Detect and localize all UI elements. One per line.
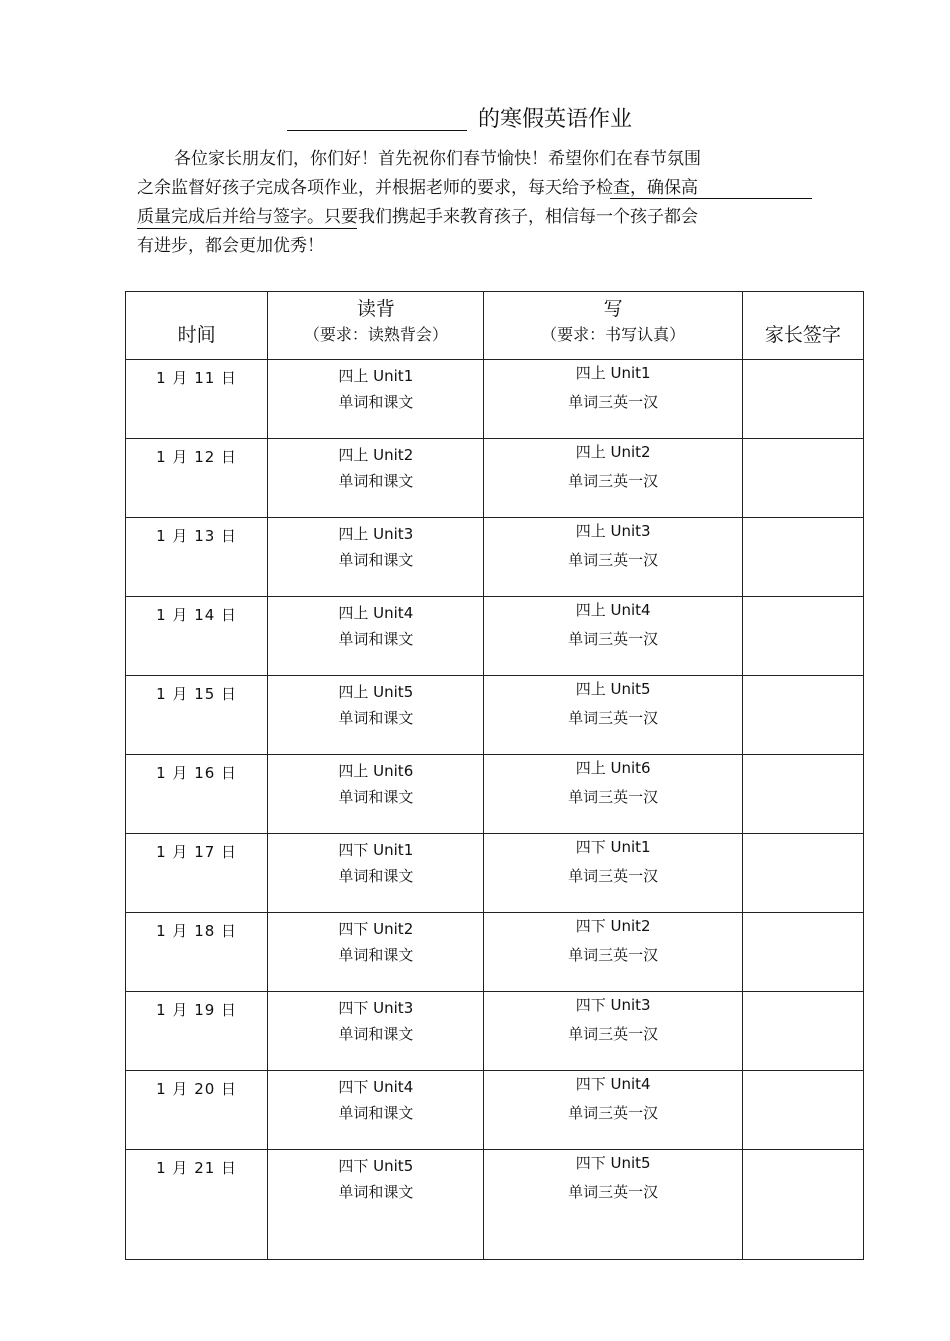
row-write-unit: 四下 Unit3 (575, 996, 651, 1014)
intro-underline-1 (610, 198, 812, 199)
row-read-task: 单词和课文 (338, 551, 414, 569)
row-read-unit: 四上 Unit1 (338, 367, 414, 385)
row-read-task: 单词和课文 (338, 393, 414, 411)
row-read-unit: 四上 Unit2 (338, 446, 414, 464)
read-cell (268, 755, 484, 834)
row-write-task: 单词三英一汉 (568, 867, 659, 885)
row-read-task: 单词和课文 (338, 1183, 414, 1201)
date-cell (126, 439, 268, 518)
write-cell (484, 518, 742, 597)
write-cell (484, 1071, 742, 1150)
write-cell (484, 1150, 742, 1260)
row-read-task: 单词和课文 (338, 788, 414, 806)
header-write: 写 (603, 298, 623, 320)
date-cell (126, 834, 268, 913)
date-cell (126, 992, 268, 1071)
row-write-task: 单词三英一汉 (568, 472, 659, 490)
date-cell (126, 1071, 268, 1150)
write-cell (484, 834, 742, 913)
row-date: 1 月 13 日 (156, 527, 238, 545)
header-sign-cell (742, 292, 863, 360)
row-write-task: 单词三英一汉 (568, 630, 659, 648)
table-row (126, 1071, 864, 1150)
read-cell (268, 834, 484, 913)
parent-signature-cell[interactable] (742, 913, 863, 992)
date-cell (126, 360, 268, 439)
intro-underline-2 (137, 228, 357, 229)
row-write-unit: 四下 Unit4 (575, 1075, 651, 1093)
row-write-task: 单词三英一汉 (568, 551, 659, 569)
write-cell (484, 913, 742, 992)
row-date: 1 月 20 日 (156, 1080, 238, 1098)
date-cell (126, 913, 268, 992)
parent-signature-cell[interactable] (742, 992, 863, 1071)
parent-signature-cell[interactable] (742, 1071, 863, 1150)
row-write-unit: 四下 Unit2 (575, 917, 651, 935)
date-cell (126, 1150, 268, 1260)
read-cell (268, 992, 484, 1071)
parent-signature-cell[interactable] (742, 597, 863, 676)
header-read: 读背 (356, 298, 395, 320)
intro-line-3: 质量完成后并给与签字。只要我们携起手来教育孩子，相信每一个孩子都会 (137, 207, 698, 227)
row-write-unit: 四上 Unit6 (575, 759, 651, 777)
write-cell (484, 755, 742, 834)
intro-line-1: 各位家长朋友们，你们好！首先祝你们春节愉快！希望你们在春节氛围 (174, 149, 701, 169)
table-row (126, 992, 864, 1071)
read-cell (268, 1071, 484, 1150)
row-write-task: 单词三英一汉 (568, 1183, 659, 1201)
row-read-task: 单词和课文 (338, 472, 414, 490)
parent-signature-cell[interactable] (742, 1150, 863, 1260)
read-cell (268, 676, 484, 755)
row-write-unit: 四下 Unit1 (575, 838, 651, 856)
row-read-task: 单词和课文 (338, 1025, 414, 1043)
row-date: 1 月 19 日 (156, 1001, 238, 1019)
row-write-unit: 四上 Unit3 (575, 522, 651, 540)
row-write-unit: 四上 Unit2 (575, 443, 651, 461)
write-cell (484, 992, 742, 1071)
row-write-unit: 四上 Unit1 (575, 364, 651, 382)
row-date: 1 月 18 日 (156, 922, 238, 940)
row-write-task: 单词三英一汉 (568, 393, 659, 411)
row-write-unit: 四上 Unit5 (575, 680, 651, 698)
read-cell (268, 360, 484, 439)
write-cell (484, 676, 742, 755)
row-date: 1 月 21 日 (156, 1159, 238, 1177)
row-date: 1 月 17 日 (156, 843, 238, 861)
parent-signature-cell[interactable] (742, 755, 863, 834)
table-row (126, 913, 864, 992)
read-cell (268, 597, 484, 676)
row-read-unit: 四上 Unit6 (338, 762, 414, 780)
name-blank-line (287, 130, 467, 131)
table-header-row (126, 292, 864, 360)
row-date: 1 月 15 日 (156, 685, 238, 703)
row-write-task: 单词三英一汉 (568, 946, 659, 964)
table-row (126, 439, 864, 518)
row-date: 1 月 16 日 (156, 764, 238, 782)
row-read-unit: 四下 Unit3 (338, 999, 414, 1017)
homework-table (125, 291, 864, 1260)
write-cell (484, 360, 742, 439)
row-read-unit: 四下 Unit2 (338, 920, 414, 938)
intro-line-2: 之余监督好孩子完成各项作业，并根据老师的要求，每天给予检查，确保高 (137, 178, 698, 198)
parent-signature-cell[interactable] (742, 834, 863, 913)
read-cell (268, 913, 484, 992)
table-row (126, 1150, 864, 1260)
row-read-task: 单词和课文 (338, 709, 414, 727)
date-cell (126, 755, 268, 834)
table-row (126, 597, 864, 676)
parent-signature-cell[interactable] (742, 676, 863, 755)
write-cell (484, 439, 742, 518)
row-read-unit: 四上 Unit4 (338, 604, 414, 622)
date-cell (126, 518, 268, 597)
row-write-task: 单词三英一汉 (568, 709, 659, 727)
header-read-requirement: （要求：读熟背会） (303, 325, 448, 344)
row-date: 1 月 14 日 (156, 606, 238, 624)
parent-signature-cell[interactable] (742, 360, 863, 439)
row-write-task: 单词三英一汉 (568, 788, 659, 806)
table-row (126, 360, 864, 439)
page-title: 的寒假英语作业 (478, 107, 633, 132)
header-parent-signature: 家长签字 (764, 324, 841, 346)
row-date: 1 月 11 日 (156, 369, 238, 387)
row-read-unit: 四下 Unit4 (338, 1078, 414, 1096)
date-cell (126, 676, 268, 755)
row-read-unit: 四上 Unit5 (338, 683, 414, 701)
row-read-task: 单词和课文 (338, 946, 414, 964)
table-row (126, 518, 864, 597)
row-write-unit: 四下 Unit5 (575, 1154, 651, 1172)
row-read-unit: 四下 Unit5 (338, 1157, 414, 1175)
intro-line-4: 有进步，都会更加优秀！ (137, 236, 324, 256)
row-read-unit: 四下 Unit1 (338, 841, 414, 859)
row-date: 1 月 12 日 (156, 448, 238, 466)
row-read-task: 单词和课文 (338, 867, 414, 885)
parent-signature-cell[interactable] (742, 439, 863, 518)
table-row (126, 676, 864, 755)
date-cell (126, 597, 268, 676)
header-date: 时间 (177, 324, 216, 346)
row-read-task: 单词和课文 (338, 1104, 414, 1122)
write-cell (484, 597, 742, 676)
table-row (126, 755, 864, 834)
row-write-task: 单词三英一汉 (568, 1104, 659, 1122)
read-cell (268, 1150, 484, 1260)
header-read-cell (268, 292, 484, 360)
table-body (126, 360, 864, 1260)
row-read-unit: 四上 Unit3 (338, 525, 414, 543)
table-row (126, 834, 864, 913)
read-cell (268, 439, 484, 518)
header-write-requirement: （要求：书写认真） (541, 325, 686, 344)
read-cell (268, 518, 484, 597)
header-date-cell (126, 292, 268, 360)
parent-signature-cell[interactable] (742, 518, 863, 597)
header-write-cell (484, 292, 742, 360)
row-write-task: 单词三英一汉 (568, 1025, 659, 1043)
row-write-unit: 四上 Unit4 (575, 601, 651, 619)
row-read-task: 单词和课文 (338, 630, 414, 648)
